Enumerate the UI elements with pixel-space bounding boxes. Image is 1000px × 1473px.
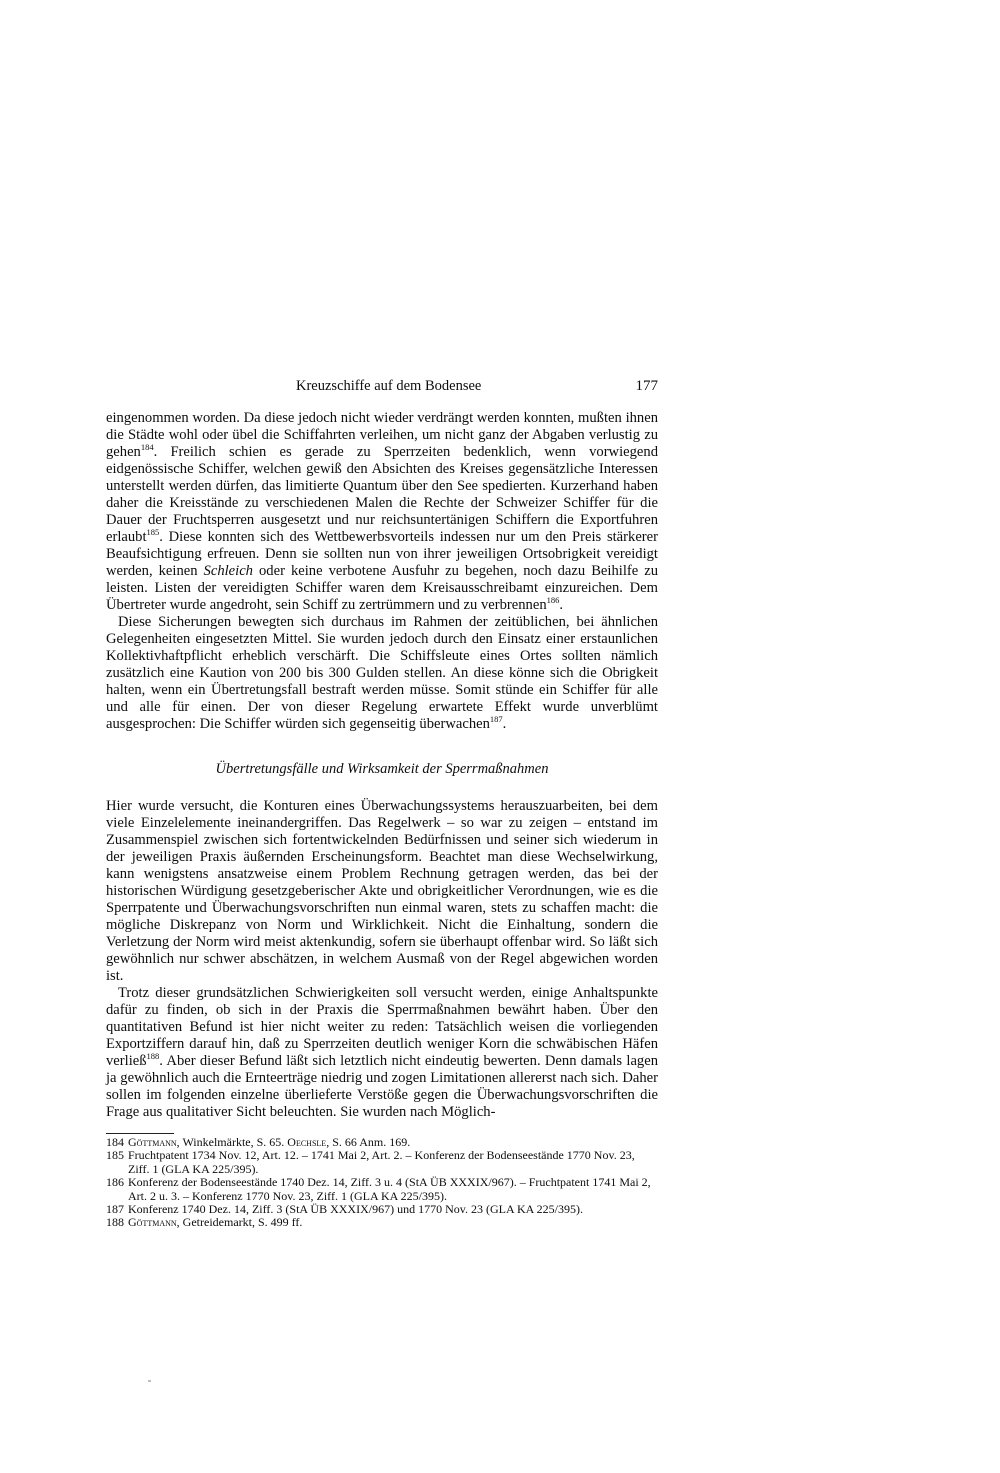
author-name: Oechsle [287,1135,327,1149]
footnote-number: 188 [106,1215,124,1230]
emphasis: Schleich [203,563,253,579]
text-run: . Aber dieser Befund läßt sich letztlich nicht eindeutig bewerten. Denn damals lagen ja gewöhnlich auch die Ernteerträge niedrig und zogen Limitationen allererst nach sich. Daher sollen im folgenden einzelne überlieferte Verstöße gegen die Überwachungsvorschriften die Frage aus qualitativer Sicht beleuchten. Sie wurden nach Möglich- [106,1053,658,1120]
text-run: , Getreidemarkt, S. 499 ff. [176,1215,303,1230]
footnote-text [128,1149,658,1176]
footnote-text [128,1136,658,1149]
footnote-text [128,1216,658,1229]
scan-speck [148,1380,151,1382]
footnote [106,1176,658,1203]
footnote-divider [106,1133,174,1134]
paragraph [106,985,658,1121]
text-run: Fruchtpatent 1734 Nov. 12, Art. 12. – 1741 Mai 2, Art. 2. – Konferenz der Bodenseestände 1770 Nov. 23, Ziff. 1 (GLA KA 225/395). [128,1148,635,1176]
footnote-ref: 184 [140,442,154,452]
page-number: 177 [635,378,658,394]
footnote [106,1136,658,1149]
text-run: , Winkelmärkte, S. 65. [176,1135,288,1149]
running-title: Kreuzschiffe auf dem Bodensee [296,378,482,394]
paragraph [106,614,658,733]
footnote [106,1203,658,1216]
footnotes [106,1136,658,1230]
author-name: Göttmann [128,1135,177,1149]
footnote [106,1149,658,1176]
running-head [106,378,658,402]
author-name: Göttmann [128,1215,177,1230]
footnote-text [128,1176,658,1203]
footnote-number: 184 [106,1135,124,1149]
text-run: . Diese konnten sich des Wettbewerbsvorteils indessen nur um den Preis stärkerer Beaufsichtigung erfreuen. Denn sie sollten nun von ihrer jeweiligen Ortsobrigkeit vereidigt werden, keinen [106,529,658,579]
footnote-ref: 185 [146,527,160,537]
text-run: . [502,716,507,732]
text-run: , S. 66 Anm. 169. [326,1135,411,1149]
footnote-ref: 188 [146,1051,160,1061]
text-run: Trotz dieser grundsätzlichen Schwierigkeiten soll versucht werden, einige Anhaltspunkte dafür zu finden, ob sich in der Praxis die Sperrmaßnahmen bewährt haben. Über den quantitativen Befund ist hier nicht weiter zu reden: Tatsächlich weisen die vorliegenden Exportziffern darauf hin, daß zu Sperrzeiten deutlich weniger Korn die schwäbischen Häfen verließ [106,985,658,1069]
paragraph [106,410,658,614]
book-page [106,378,658,1230]
footnote-ref: 186 [546,595,560,605]
text-run: Diese Sicherungen bewegten sich durchaus im Rahmen der zeitüblichen, bei ähnlichen Gelegenheiten eingesetzten Mittel. Sie wurden jedoch durch den Einsatz einer erstaunlichen Kollektivhaftpflicht erheblich verschärft. Die Schiffsleute eines Ortes sollten nämlich zusätzlich eine Kaution von 200 bis 300 Gulden stellen. An diese könne sich die Obrigkeit halten, wenn ein Übertretungsfall bestraft werden müsse. Somit stünde ein Schiffer für alle und alle für einen. Der von dieser Regelung erwartete Effekt wurde unverblümt ausgesprochen: Die Schiffer würden sich gegenseitig überwachen [106,614,658,732]
text-run: Konferenz der Bodenseestände 1740 Dez. 14, Ziff. 3 u. 4 (StA ÜB XXXIX/967). – Fruchtpatent 1741 Mai 2, Art. 2 u. 3. – Konferenz 1770 Nov. 23, Ziff. 1 (GLA KA 225/395). [128,1175,651,1203]
footnote-number: 187 [106,1202,124,1217]
footnote-text [128,1203,658,1216]
text-run: eingenommen worden. Da diese jedoch nicht wieder verdrängt werden konnten, mußten ihnen die Städte wohl oder übel die Schiffahrten verleihen, um nicht ganz der Abgaben verlustig zu gehen [106,410,658,460]
body-text [106,410,658,1121]
text-run: Hier wurde versucht, die Konturen eines Überwachungssystems herauszuarbeiten, bei dem viele Einzelelemente ineinandergriffen. Das Regelwerk – so war zu zeigen – entstand im Zusammenspiel zwischen sich fortentwickelnden Bedürfnissen und seiner sich wiederum in der jeweiligen Praxis äußernden Erscheinungsform. Beachtet man diese Wechselwirkung, kann wenigstens ansatzweise einem Problem Rechnung getragen werden, das bei der historischen Würdigung gesetzgeberischer Akte und obrigkeitlicher Verordnungen, wie es die Sperrpatente und Überwachungsvorschriften nun einmal waren, stets zu schaffen macht: die mögliche Diskrepanz von Norm und Wirklichkeit. Nicht die Einhaltung, sondern die Verletzung der Norm wird meist aktenkundig, sofern sie überhaupt offenbar wird. So läßt sich gewöhnlich nur schwer abschätzen, in welchem Ausmaß von der Regel abgewichen worden ist. [106,798,658,984]
footnote-number: 186 [106,1175,124,1190]
text-run: oder keine verbotene Ausfuhr zu begehen, noch dazu Beihilfe zu leisten. Listen der vereidigten Schiffer waren dem Kreisausschreibamt einzureichen. Dem Übertreter wurde angedroht, sein Schiff zu zertrümmern und zu verbrennen [106,563,659,613]
section-heading: Übertretungsfälle und Wirksamkeit der Sperrmaßnahmen [215,761,549,777]
footnote-number: 185 [106,1148,124,1163]
text-run: . Freilich schien es gerade zu Sperrzeiten bedenklich, wenn vorwiegend eidgenössische Schiffer, welchen gewiß den Absichten des Kreises gegensätzliche Interessen unterstellt werden dürfen, das limitierte Quantum über den See spedierten. Kurzerhand haben daher die Kreisstände zu verschiedenen Malen die Rechte der Schweizer Schiffer für die Dauer der Fruchtsperren ausgesetzt und nur reichsuntertänigen Schiffern die Exportfuhren erlaubt [106,444,658,545]
paragraph [106,798,658,985]
text-run: . [559,597,564,613]
footnote [106,1216,658,1229]
text-run: Konferenz 1740 Dez. 14, Ziff. 3 (StA ÜB XXXIX/967) und 1770 Nov. 23 (GLA KA 225/395). [128,1202,583,1217]
footnote-ref: 187 [489,714,503,724]
